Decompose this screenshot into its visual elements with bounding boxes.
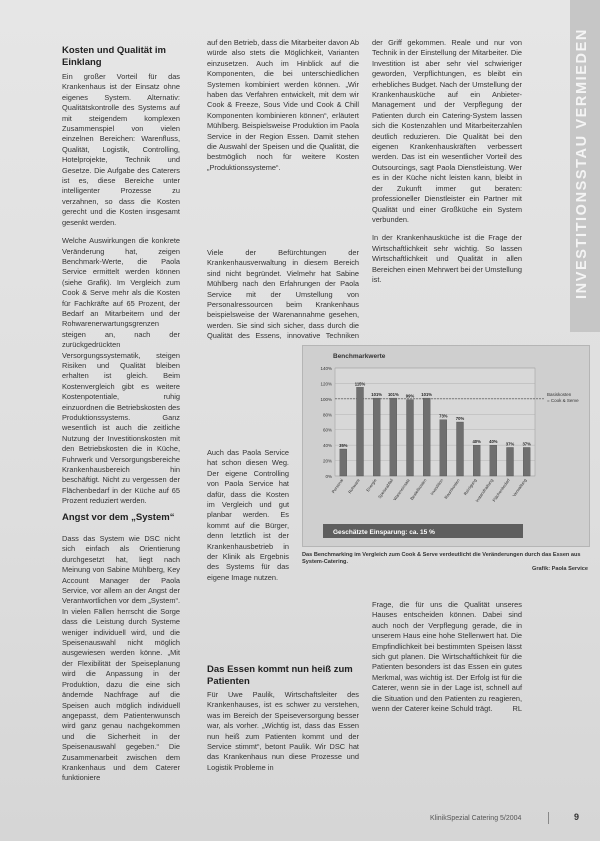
benchmark-chart <box>302 345 590 547</box>
paragraph-text: Frage, die für uns die Qualität unseres Hauses entscheiden können. Dabei sind auch noch der Verpflegung gerade, die in unserem Haus eine hohe Stellenwert hat. Die Empfindlichkeit bei bestimmten Speisen lässt sich gut planen. Die Wirtschaftlichkeit für die Patienten besonders ist das Essen ein gutes Merkmal, was wichtig ist. Der Erfolg ist für die Caterer, wenn sie in der Lage ist, schnell auf die Situation und den Patienten zu reagieren, wenn der Caterer keine Schuld trägt. <box>372 600 522 714</box>
bar <box>373 398 380 476</box>
reference-label: = Cook & Serve <box>547 397 579 403</box>
bar <box>457 422 464 476</box>
y-tick-label: 0% <box>325 474 332 479</box>
savings-band-text: Geschätzte Einsparung: ca. 15 % <box>333 529 435 536</box>
category-label: Reinigung <box>462 477 478 497</box>
bar <box>340 449 347 476</box>
category-label: Energie <box>365 477 378 493</box>
category-label: Verwaltung <box>511 477 528 498</box>
data-label: 35% <box>339 443 348 448</box>
y-tick-label: 80% <box>322 412 332 418</box>
publication-footer: KlinikSpezial Catering 5/2004 <box>430 815 522 822</box>
column-2-wrap-text <box>207 448 289 638</box>
section-heading-essen: Das Essen kommt nun heiß zum Patienten <box>207 664 353 687</box>
bar <box>523 447 530 476</box>
paragraph <box>372 600 522 714</box>
data-label: 115% <box>354 381 366 387</box>
author-signature: RL <box>512 704 522 714</box>
bar <box>423 398 430 476</box>
bar <box>490 445 497 476</box>
column-3-text <box>372 38 522 338</box>
paragraph: Ein großer Vorteil für das Krankenhaus ist der Einsatz ohne eigenes System. Alternativ: Qualitätskontrolle des Systems auf mit steigendem komplexen Zusammenspiel von vielen einzelnen Bereichen: Warenfluss, Qualität, Logistik, Controlling, Hotelprojekte, Technik und Gesetze. Die Aufgabe des Caterers ist es, diese Bereiche unter intelligenter Prozesse zu verzahnen, so dass die Kosten gerecht und die Kosten insgesamt gesenkt werden. <box>62 72 180 227</box>
y-tick-label: 60% <box>322 427 332 433</box>
data-label: 99% <box>405 393 415 399</box>
paragraph: der Griff gekommen. Reale und nur von Technik in der Einstellung der Mitarbeiter. Die Investition ist aber sehr viel schwieriger geworden, Verpflichtungen, es bleibt ein erhebliches Budget. Nach der Umstellung der Krankenhausküche auf ein Anbieter-Management und der Verpflegung der Patienten durch ein Catering-System lassen sich die Kostenzahlen und Mitarbeiterzahlen deutlich reduzieren. Die Qualität bei den eigenen Krankenhauskräften verbessert werden. Das ist ein wesentlicher Vorteil des Outsourcings, sagt Paola Dienstleistung. Wer es in der Küche nicht leisten kann, bleibt in der Zukunft immer gut beraten: professioneller Dienstleister ein Partner mit Qualität und einer Großküche ein System verbunden. <box>372 38 522 224</box>
bar <box>390 398 397 476</box>
paragraph: Für Uwe Paulik, Wirtschaftsleiter des Krankenhauses, ist es schwer zu verstehen, was im Bereich der Speiseversorgung besser war, als vorher. „Wichtig ist, dass das Essen nun heiß zum Patienten kommt und der Service stimmt“, betont Paulik. Wir DSC hat das Krankenhaus nun diese Prozesse und Logistik Probleme in <box>207 690 359 772</box>
chart-svg <box>303 346 589 546</box>
category-label: Instandhaltung <box>474 477 495 504</box>
bar <box>357 387 364 476</box>
chart-title: Benchmarkwerte <box>333 353 386 360</box>
bar <box>507 447 514 476</box>
column-1-text <box>62 72 180 515</box>
essen-text <box>207 690 359 781</box>
data-label: 37% <box>505 441 515 447</box>
side-banner-text: INVESTITIONSSTAU VERMIEDEN <box>574 28 590 300</box>
y-tick-label: 140% <box>320 366 332 371</box>
data-label: 40% <box>489 439 498 445</box>
footer-divider <box>548 812 549 824</box>
category-label: Raumkosten <box>443 477 461 500</box>
data-label: 101% <box>371 392 383 398</box>
category-label: Flächenbedarf <box>491 477 511 503</box>
y-tick-label: 100% <box>320 396 332 402</box>
y-tick-label: 20% <box>322 458 332 464</box>
bar <box>407 400 414 476</box>
column-2-top-text <box>207 38 359 181</box>
angst-text <box>62 534 180 792</box>
category-label: Speiseabfall <box>376 477 395 500</box>
paragraph: auf den Betrieb, dass die Mitarbeiter davon Ab würde also stets die Möglichkeit, Varianten einzusetzen. Auch im Hinblick auf die Komponenten, die bei unterschiedlichen Systemen kombiniert werden können. „Wir haben das Verfahren entwickelt, mit dem wir Cook & Freeze, Sous Vide und Cook & Chill Komponenten kombinieren können“, erläutert Mühlberg. Beispielsweise Produktion im Paola Service in der Region Essen. Damit stehen die Auswahl der Speisen und die Qualität, die bestmöglich noch für weitere Kosten „Produktionssysteme“. <box>207 38 359 172</box>
data-label: 37% <box>522 441 531 447</box>
bar <box>473 445 480 476</box>
chart-caption <box>302 552 588 573</box>
side-banner <box>570 0 600 332</box>
section-heading-angst: Angst vor dem „System“ <box>62 512 175 523</box>
paragraph: Welche Auswirkungen die konkrete Veränderung hat, zeigen Benchmark-Werte, die Paola Service ermittelt werden können (siehe Grafik). Im Vergleich zum Cook & Serve mehr als die Kosten für Fachkräfte auf 65 Prozent, der Bedarf an Mitarbeitern und der Rohwarenerwartungsgrenzen steigen an, nach der zurückgedrückten Versorgungssystematik, steigen Risiken und Qualität bleiben erhalten ist gleich. Beim Kostenvergleich gibt es weitere Kostenpotentiale, ruhig einzuordnen die Betriebskosten des Produktionssystems. Ganz wesentlich ist auch die zeitliche Nutzung der Investitionskosten mit den Betriebskosten die in Küche, Fuhrwerk und Versorgungsbereiche Krankenhausbereich hin beschäftigt. Nicht zu vergessen der Flächenbedarf in der Küche auf 65 Prozent reduziert werden. <box>62 236 180 506</box>
data-label: 73% <box>439 413 448 419</box>
section-heading-kosten: Kosten und Qualität im Einklang <box>62 45 166 68</box>
category-label: Personal <box>330 477 345 495</box>
data-label: 101% <box>387 392 399 398</box>
column-2-mid-text <box>207 248 359 351</box>
category-label: Wareneinsatz <box>392 477 411 502</box>
category-label: Bestellkosten <box>409 477 428 501</box>
caption-credit: Grafik: Paola Service <box>532 566 588 572</box>
page-number: 9 <box>574 812 580 822</box>
column-3-bottom-text <box>372 600 522 722</box>
paragraph: Viele der Befürchtungen der Krankenhausverwaltung in diesem Bereich sind nicht begründet. Vielmehr hat Sabine Mühlberg nach den Erfahrungen der Paola Service mit der Umstellung von Personalressourcen beim Krankenhaus beispielsweise der Warenannahme gesehen, werden. Sie sind sich sicher, dass durch die Qualität des Essens, innovative Techniken <box>207 248 359 341</box>
paragraph: Auch das Paola Service hat schon diesen Weg. Der eigene Controlling von Paola Service hat dafür, dass die Kosten im Vergleich und gut planbar werden. Es kommt auf die Bürger, denn letztlich ist der Krankenhausbetrieb in der Klinik als Ergebnis des Systems für das eigene Image nutzen. <box>207 448 289 582</box>
caption-text: Das Benchmarking im Vergleich zum Cook & Serve verdeutlicht die Veränderungen durch das Essen aus System-Catering. <box>302 552 581 565</box>
y-tick-label: 40% <box>322 443 332 449</box>
category-label: Rohware <box>347 477 361 495</box>
reference-label: Basiskosten <box>547 391 572 397</box>
y-tick-label: 120% <box>320 381 332 387</box>
data-label: 70% <box>455 416 465 421</box>
bar <box>440 420 447 476</box>
paragraph: Dass das System wie DSC nicht sich einfach als Orientierung durchgesetzt hat, liegt nach Meinung von Sabine Mühlberg, Key Account Manager der Paola Service, vor allem an der Angst der Verantwortlichen vor dem „System“. In vielen Fällen herrscht die Sorge dass die Leistung durch Systeme weniger individuell wird, und die Speisenauswahl nicht möglich ausgewiesen werden könne. „Mit der Flexibilität der Speiseplanung wird die Anpassung in der Produktion, dazu die eine sich ändernde Nachfrage auf die Speisen auch möglich individuell angepasst, dem Patientenwunsch wird ganz genau nachgekommen und die Sicherheit in der Speisenauswahl gegeben.“ Die Zusammenarbeit zwischen dem Krankenhaus und dem Caterer funktioniere <box>62 534 180 783</box>
data-label: 101% <box>421 392 433 398</box>
data-label: 40% <box>472 439 481 445</box>
paragraph: In der Krankenhausküche ist die Frage der Wirtschaftlichkeit sehr wichtig. So lassen Wirtschaftlichkeit und Qualität in allen Bereichen einen Mehrwert bei der Umstellung ist. <box>372 233 522 284</box>
category-label: Investition <box>429 477 445 497</box>
